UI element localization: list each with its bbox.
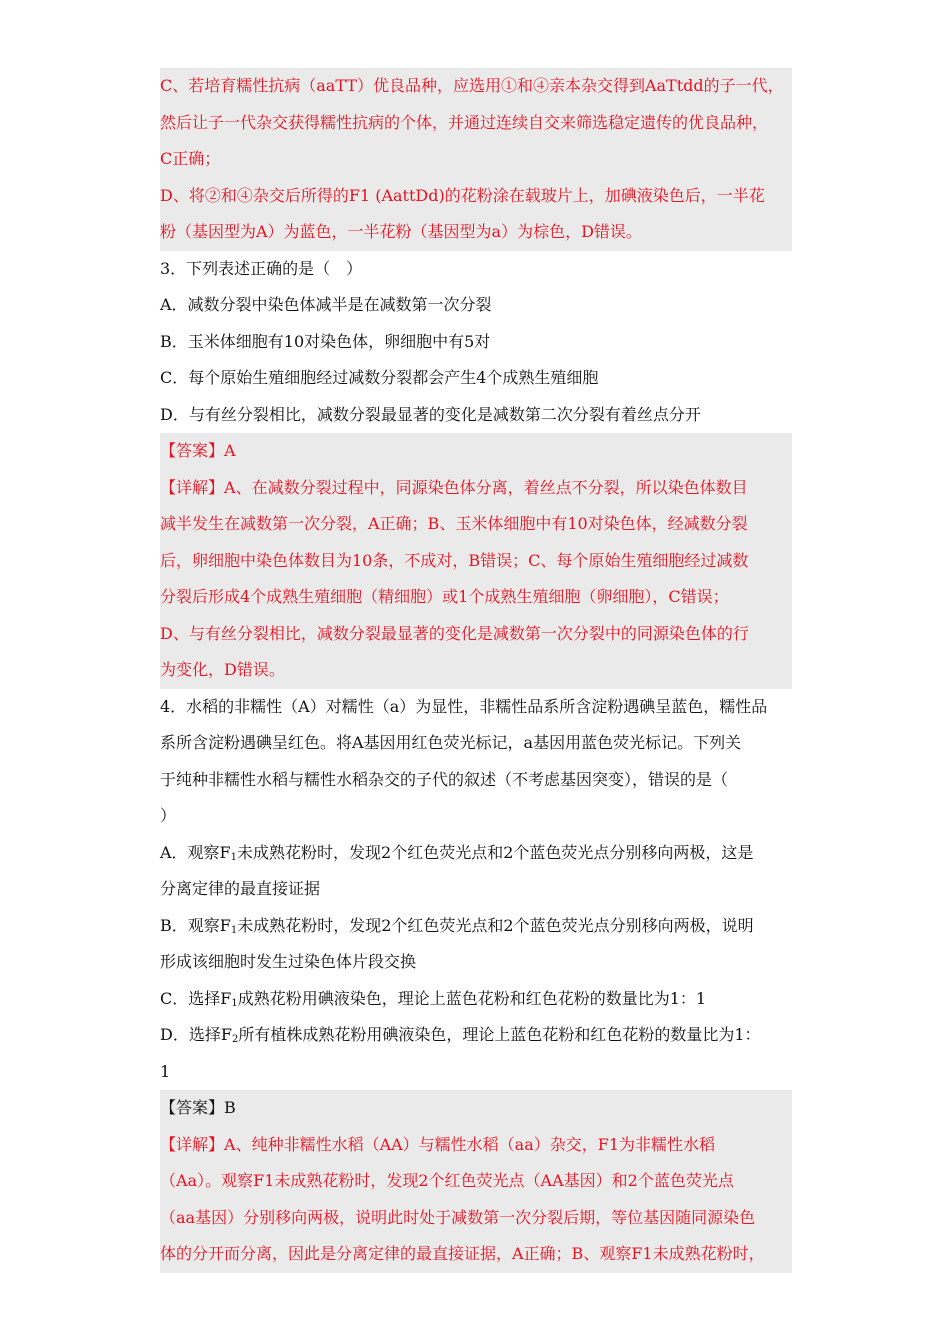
question-stem: 4．水稻的非糯性（A）对糯性（a）为显性，非糯性品系所含淀粉遇碘呈蓝色，糯性品 — [160, 696, 768, 716]
detail-tag: 【详解】 — [160, 1134, 225, 1154]
detail-line: 体的分开而分离，因此是分离定律的最直接证据，A正确；B、观察F1未成熟花粉时， — [160, 1244, 765, 1263]
option-text: B．观察F — [160, 915, 231, 935]
prev-explanation — [160, 68, 792, 251]
option-text: D．选择F — [160, 1025, 232, 1044]
detail-tag: 【详解】 — [160, 477, 225, 497]
answer-value: A — [224, 441, 236, 460]
detail-text: A、在减数分裂过程中，同源染色体分离，着丝点不分裂，所以染色体数目 — [224, 477, 748, 497]
answer-value: B — [224, 1098, 236, 1117]
subscript: 1 — [230, 851, 238, 863]
option-c: C．每个原始生殖细胞经过减数分裂都会产生4个成熟生殖细胞 — [160, 368, 599, 387]
option-d-continued: 1 — [160, 1061, 171, 1081]
question-3-solution — [160, 433, 792, 689]
option-text: 所有植株成熟花粉用碘液染色，理论上蓝色花粉和红色花粉的数量比为1： — [238, 1025, 761, 1044]
detail-line: 为变化，D错误。 — [160, 660, 285, 679]
prev-explanation-line: 然后让子一代杂交获得糯性抗病的个体，并通过连续自交来筛选稳定遗传的优良品种， — [160, 112, 769, 132]
answer-line — [160, 433, 792, 470]
detail-line: 减半发生在减数第一次分裂，A正确；B、玉米体细胞中有10对染色体，经减数分裂 — [160, 514, 748, 533]
question-3 — [160, 251, 792, 434]
detail-text: A、纯种非糯性水稻（AA）与糯性水稻（aa）杂交，F1为非糯性水稻 — [224, 1134, 716, 1154]
prev-explanation-line: 粉（基因型为A）为蓝色，一半花粉（基因型为a）为棕色，D错误。 — [160, 222, 642, 241]
question-4-solution — [160, 1090, 792, 1273]
prev-explanation-line: D、将②和④杂交后所得的F1 (AattDd)的花粉涂在载玻片上，加碘液染色后，一半花 — [160, 185, 765, 205]
document-page — [160, 68, 792, 1273]
answer-tag: 【答案】 — [160, 441, 225, 460]
detail-line: （aa基因）分别移向两极，说明此时处于减数第一次分裂后期，等位基因随同源染色 — [160, 1207, 756, 1227]
answer-tag: 【答案】 — [160, 1098, 225, 1117]
question-4 — [160, 689, 792, 1091]
subscript: 1 — [231, 997, 238, 1009]
question-stem: ） — [160, 806, 177, 825]
option-a: A．减数分裂中染色体减半是在减数第一次分裂 — [160, 295, 492, 314]
detail-line — [160, 470, 792, 507]
option-text: 未成熟花粉时，发现2个红色荧光点和2个蓝色荧光点分别移向两极，这是 — [237, 842, 754, 862]
option-b: B．玉米体细胞有10对染色体，卵细胞中有5对 — [160, 331, 491, 351]
option-a-continued: 分离定律的最直接证据 — [160, 879, 321, 898]
option-text: 成熟花粉用碘液染色，理论上蓝色花粉和红色花粉的数量比为1：1 — [237, 988, 707, 1008]
detail-line: （Aa）。观察F1未成熟花粉时，发现2个红色荧光点（AA基因）和2个蓝色荧光点 — [160, 1171, 734, 1190]
detail-line: 后，卵细胞中染色体数目为10条，不成对，B错误；C、每个原始生殖细胞经过减数 — [160, 550, 749, 570]
option-a — [160, 835, 792, 872]
prev-explanation-line: C、若培育糯性抗病（aaTT）优良品种，应选用①和④亲本杂交得到AaTtdd的子一代， — [160, 76, 784, 95]
prev-explanation-line: C正确； — [160, 149, 221, 168]
option-text: A．观察F — [160, 842, 231, 862]
question-stem: 于纯种非糯性水稻与糯性水稻杂交的子代的叙述（不考虑基因突变），错误的是（ — [160, 769, 729, 789]
option-text: C．选择F — [160, 988, 232, 1008]
subscript: 2 — [231, 1034, 239, 1045]
option-d — [160, 1017, 792, 1054]
detail-line: D、与有丝分裂相比，减数分裂最显著的变化是减数第一次分裂中的同源染色体的行 — [160, 623, 749, 643]
option-b — [160, 908, 792, 945]
option-b-continued: 形成该细胞时发生过染色体片段交换 — [160, 952, 417, 971]
question-stem: 3．下列表述正确的是（ ） — [160, 258, 363, 278]
subscript: 1 — [230, 924, 238, 936]
question-stem: 系所含淀粉遇碘呈红色。将A基因用红色荧光标记，a基因用蓝色荧光标记。下列关 — [160, 733, 742, 752]
answer-line — [160, 1090, 792, 1127]
option-d: D．与有丝分裂相比，减数分裂最显著的变化是减数第二次分裂有着丝点分开 — [160, 404, 701, 424]
detail-line: 分裂后形成4个成熟生殖细胞（精细胞）或1个成熟生殖细胞（卵细胞），C错误； — [160, 587, 729, 606]
detail-line — [160, 1127, 792, 1164]
option-c — [160, 981, 792, 1018]
option-text: 未成熟花粉时，发现2个红色荧光点和2个蓝色荧光点分别移向两极，说明 — [237, 915, 754, 935]
